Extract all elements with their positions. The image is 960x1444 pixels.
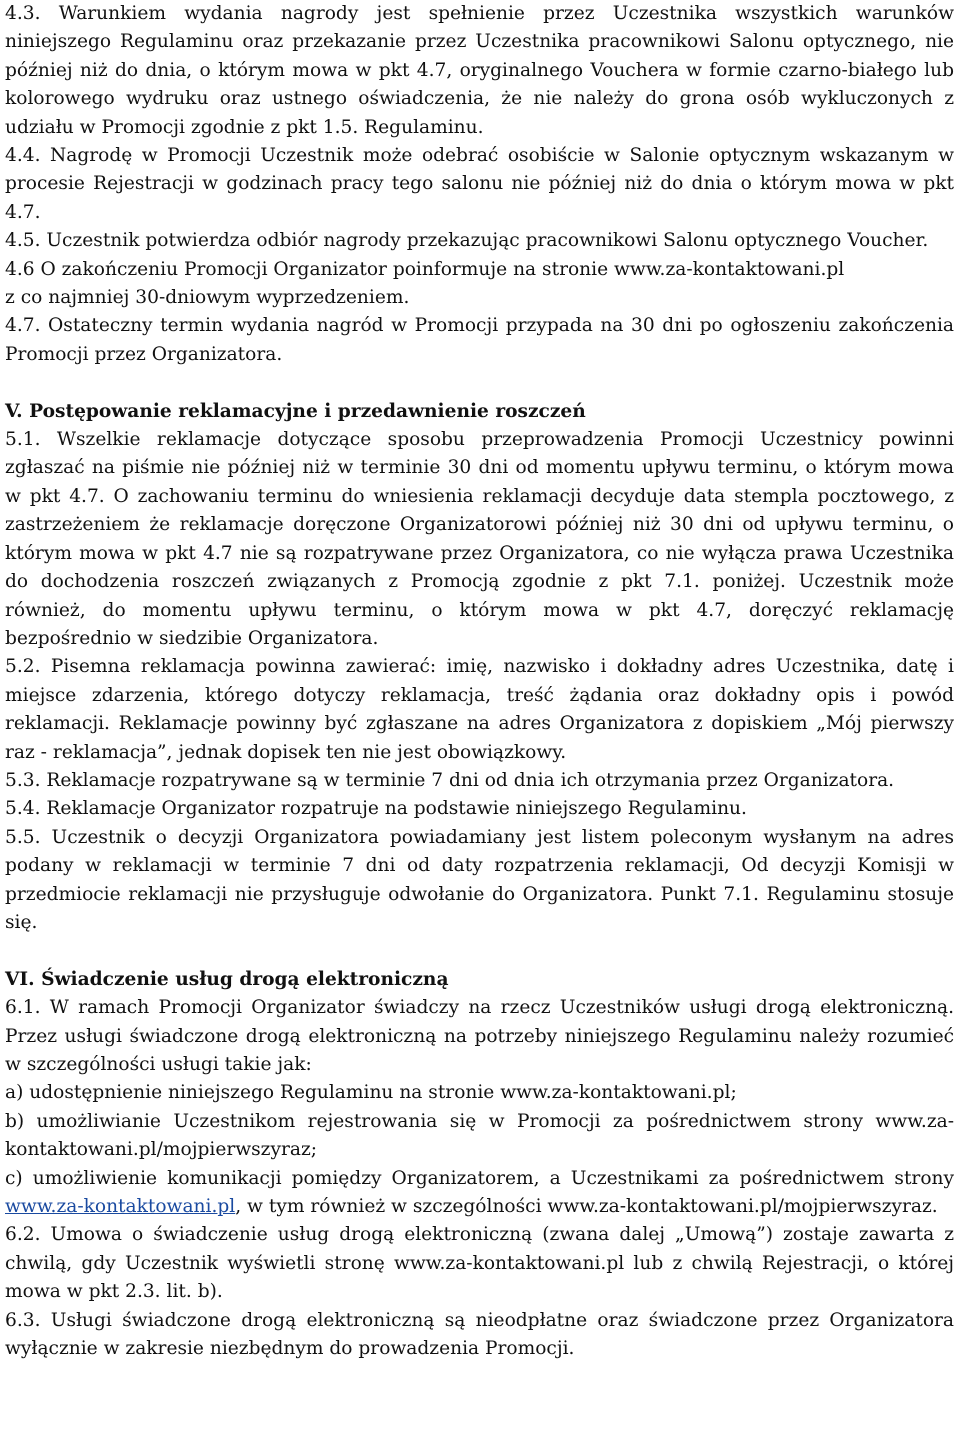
paragraph-6-1-c-prefix: c) umożliwienie komunikacji pomiędzy Organizatorem, a Uczestnikami za pośrednictwem strony — [5, 1167, 954, 1189]
paragraph-5-3: 5.3. Reklamacje rozpatrywane są w terminie 7 dni od dnia ich otrzymania przez Organizatora. — [5, 769, 895, 791]
section-spacer — [5, 369, 954, 397]
za-kontaktowani-link[interactable]: www.za-kontaktowani.pl — [5, 1196, 236, 1218]
paragraph-5-2: 5.2. Pisemna reklamacja powinna zawierać: imię, nazwisko i dokładny adres Uczestnika, datę i miejsce zdarzenia, którego dotyczy reklamacja, treść żądania oraz dokładny opis i powód reklamacji. Reklamacje powinny być zgłaszane na adres Organizatora z dopiskiem „Mój pierwszy raz - reklamacja”, jednak dopisek ten nie jest obowiązkowy. — [5, 656, 954, 763]
paragraph-4-5: 4.5. Uczestnik potwierdza odbiór nagrody przekazując pracownikowi Salonu optycznego Voucher. — [5, 230, 929, 252]
paragraph-4-3: 4.3. Warunkiem wydania nagrody jest spełnienie przez Uczestnika wszystkich warunków niniejszego Regulaminu oraz przekazanie przez Uczestnika pracownikowi Salonu optycznego, nie później niż do dnia, o którym mowa w pkt 4.7, oryginalnego Vouchera w formie czarno-białego lub kolorowego wydruku oraz ustnego oświadczenia, że nie należy do grona osób wykluczonych z udziału w Promocji zgodnie z pkt 1.5. Regulaminu. — [5, 3, 954, 138]
paragraph-6-1-c — [5, 1165, 954, 1222]
paragraph-4-6-line-1: 4.6 O zakończeniu Promocji Organizator poinformuje na stronie www.za-kontaktowani.pl — [5, 258, 845, 280]
section-spacer — [5, 937, 954, 965]
section-heading-vi: VI. Świadczenie usług drogą elektroniczną — [5, 968, 449, 990]
paragraph-6-1-b: b) umożliwianie Uczestnikom rejestrowania się w Promocji za pośrednictwem strony www.za-kontaktowani.pl/mojpierwszyraz; — [5, 1110, 954, 1161]
paragraph-6-1: 6.1. W ramach Promocji Organizator świadczy na rzecz Uczestników usługi drogą elektroniczną. Przez usługi świadczone drogą elektroniczną na potrzeby niniejszego Regulaminu należy rozumieć w szczególności usługi takie jak: — [5, 997, 954, 1075]
paragraph-4-6-line-2: z co najmniej 30-dniowym wyprzedzeniem. — [5, 287, 410, 309]
paragraph-6-1-c-suffix: , w tym również w szczególności www.za-kontaktowani.pl/mojpierwszyraz. — [235, 1196, 938, 1218]
paragraph-5-1: 5.1. Wszelkie reklamacje dotyczące sposobu przeprowadzenia Promocji Uczestnicy powinni zgłaszać na piśmie nie później niż w terminie 30 dni od momentu upływu terminu, o którym mowa w pkt 4.7. O zachowaniu terminu do wniesienia reklamacji decyduje data stempla pocztowego, z zastrzeżeniem że reklamacje doręczone Organizatorowi później niż 30 dni od upływu terminu, o którym mowa w pkt 4.7 nie są rozpatrywane przez Organizatora, co nie wyłącza prawa Uczestnika do dochodzenia roszczeń związanych z Promocją zgodnie z pkt 7.1. poniżej. Uczestnik może również, do momentu upływu terminu, o którym mowa w pkt 4.7, doręczyć reklamację bezpośrednio w siedzibie Organizatora. — [5, 429, 954, 649]
paragraph-6-2: 6.2. Umowa o świadczenie usług drogą elektroniczną (zwana dalej „Umową”) zostaje zawarta z chwilą, gdy Uczestnik wyświetli stronę www.za-kontaktowani.pl lub z chwilą Rejestracji, o której mowa w pkt 2.3. lit. b). — [5, 1224, 954, 1303]
paragraph-6-1-a: a) udostępnienie niniejszego Regulaminu na stronie www.za-kontaktowani.pl; — [5, 1082, 737, 1104]
paragraph-5-5: 5.5. Uczestnik o decyzji Organizatora powiadamiany jest listem poleconym wysłanym na adres podany w reklamacji w terminie 7 dni od daty rozpatrzenia reklamacji, Od decyzji Komisji w przedmiocie reklamacji nie przysługuje odwołanie do Organizatora. Punkt 7.1. Regulaminu stosuje się. — [5, 826, 954, 933]
paragraph-4-7: 4.7. Ostateczny termin wydania nagród w Promocji przypada na 30 dni po ogłoszeniu zakończenia Promocji przez Organizatora. — [5, 315, 954, 365]
paragraph-4-4: 4.4. Nagrodę w Promocji Uczestnik może odebrać osobiście w Salonie optycznym wskazanym w procesie Rejestracji w godzinach pracy tego salonu nie później niż do dnia o którym mowa w pkt 4.7. — [5, 145, 954, 223]
paragraph-6-3: 6.3. Usługi świadczone drogą elektroniczną są nieodpłatne oraz świadczone przez Organizatora wyłącznie w zakresie niezbędnym do prowadzenia Promocji. — [5, 1309, 954, 1360]
paragraph-5-4: 5.4. Reklamacje Organizator rozpatruje na podstawie niniejszego Regulaminu. — [5, 798, 747, 820]
section-heading-v: V. Postępowanie reklamacyjne i przedawnienie roszczeń — [5, 400, 586, 422]
